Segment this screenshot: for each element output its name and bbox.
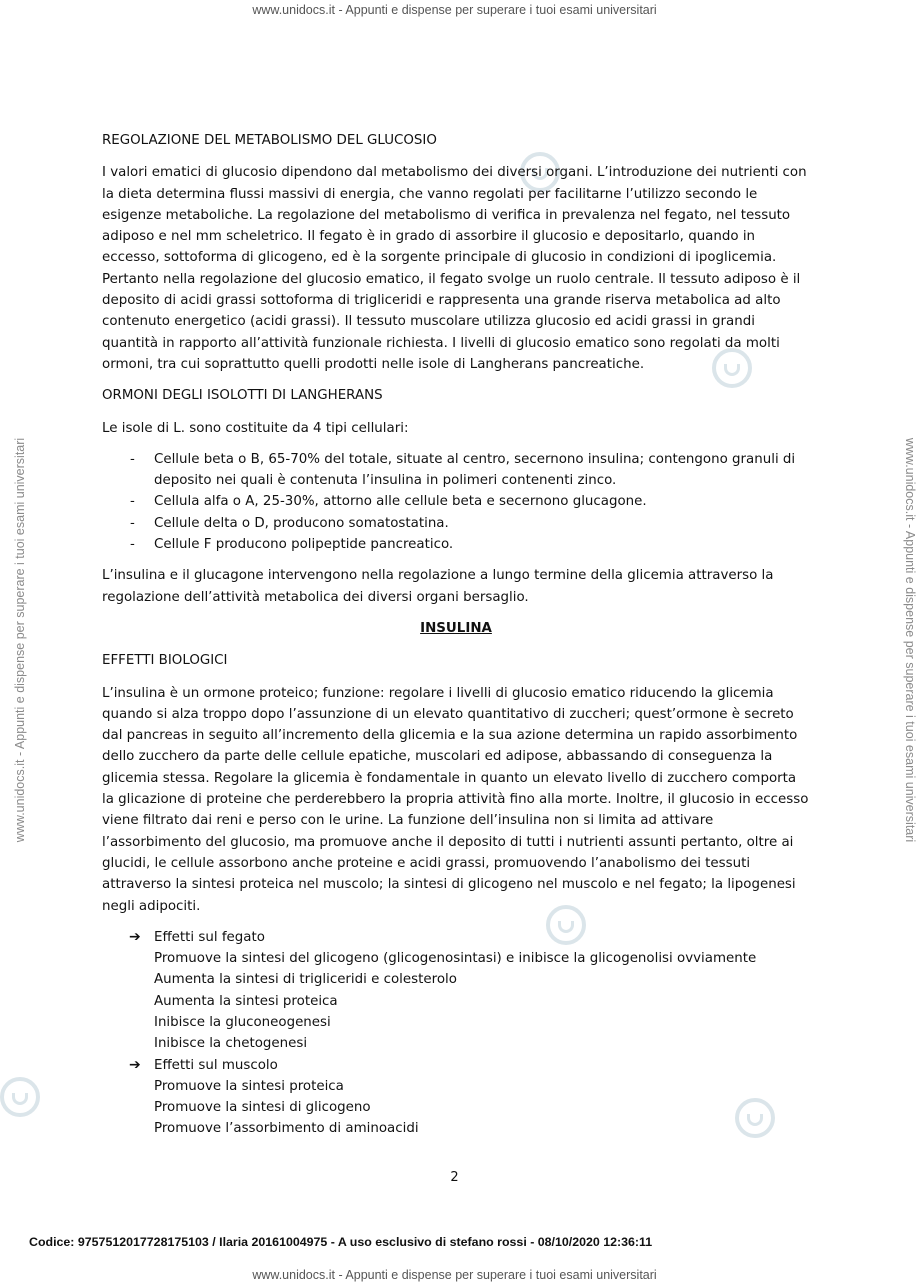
- list-item: Inibisce la gluconeogenesi: [154, 1014, 331, 1030]
- list-item: Promuove la sintesi proteica: [154, 1078, 344, 1094]
- page-number: 2: [450, 1170, 459, 1185]
- paragraph: L’insulina è un ormone proteico; funzione: regolare i livelli di glucosio ematico riducendo la glicemia quando si alza troppo dopo l’assunzione di un elevato quantitativo di zuccheri; quest’ormone è secreto dal pancreas in seguito all’incremento della glicemia e la sua azione determina un rapido assorbimento dello zucchero da parte delle cellule epatiche, muscolari ed adipose, abbassando di conseguenza la glicemia stessa. Regolare la glicemia è fondamentale in quanto un elevato livello di zucchero comporta la glicazione di proteine che perderebbero la propria attività fino alla morte. Inoltre, il glucosio in eccesso viene filtrato dai reni e perso con le urine. La funzione dell’insulina non si limita ad attivare l’assorbimento del glucosio, ma promuove anche il deposito di tutti i nutrienti assunti pertanto, oltre ai glucidi, le cellule assorbono anche proteine e acidi grassi, promuovendo l’anabolismo dei tessuti attraverso la sintesi proteica nel muscolo; la sintesi di glicogeno nel muscolo e nel fegato; la lipogenesi negli adipociti.: [102, 685, 809, 914]
- group-title: Effetti sul muscolo: [154, 1057, 278, 1073]
- right-side-watermark: www.unidocs.it - Appunti e dispense per superare i tuoi esami universitari: [903, 437, 917, 843]
- list-item: - Cellule delta o D, producono somatostatina.: [102, 513, 810, 534]
- list-item: Inibisce la chetogenesi: [154, 1036, 308, 1052]
- paragraph: L’insulina e il glucagone intervengono nella regolazione a lungo termine della glicemia attraverso la regolazione dell’attività metabolica dei diversi organi bersaglio.: [102, 568, 774, 605]
- list-item: - Cellule beta o B, 65-70% del totale, situate al centro, secernono insulina; contengono granuli di deposito nei quali è contenuta l’insulina in polimeri contenenti zinco.: [102, 449, 810, 492]
- header-watermark: www.unidocs.it - Appunti e dispense per superare i tuoi esami universitari: [252, 3, 657, 17]
- effects-group-fegato: [102, 927, 810, 1055]
- list-item: Promuove la sintesi di glicogeno: [154, 1100, 371, 1116]
- paragraph: Le isole di L. sono costituite da 4 tipi cellulari:: [102, 420, 409, 436]
- paragraph: I valori ematici di glucosio dipendono dal metabolismo dei diversi organi. L’introduzione dei nutrienti con la dieta determina flussi massivi di energia, che vanno regolati per facilitarne l’utilizzo secondo le esigenze metaboliche. La regolazione del metabolismo di verifica in prevalenza nel fegato, nel tessuto adiposo e nel mm scheletrico. Il fegato è in grado di assorbire il glucosio e depositarlo, quando in eccesso, sottoforma di glicogeno, ed è la sorgente principale di glucosio in condizioni di ipoglicemia. Pertanto nella regolazione del glucosio ematico, il fegato svolge un ruolo centrale. Il tessuto adiposo è il deposito di acidi grassi sottoforma di trigliceridi e rappresenta una grande riserva metabolica ad alto contenuto energetico (acidi grassi). Il tessuto muscolare utilizza glucosio ed acidi grassi in grandi quantità in rapporto all’attività funzionale richiesta. I livelli di glucosio ematico sono regolati da molti ormoni, tra cui soprattutto quelli prodotti nelle isole di Langherans pancreatiche.: [102, 165, 807, 372]
- effects-list: [102, 927, 810, 1140]
- cell-types-list: [102, 449, 810, 555]
- right-arrow-icon: ➔: [129, 1056, 141, 1073]
- list-item: Promuove l’assorbimento di aminoacidi: [154, 1121, 419, 1137]
- group-title: Effetti sul fegato: [154, 929, 265, 945]
- license-footer: Codice: 9757512017728175103 / Ilaria 20161004975 - A uso esclusivo di stefano rossi - 08/10/2020 12:36:11: [29, 1235, 653, 1249]
- section-heading: ORMONI DEGLI ISOLOTTI DI LANGHERANS: [102, 388, 383, 404]
- list-item: Promuove la sintesi del glicogeno (glicogenosintasi) e inibisce la glicogenolisi ovviamente: [154, 951, 757, 967]
- list-item: - Cellula alfa o A, 25-30%, attorno alle cellule beta e secernono glucagone.: [102, 491, 810, 512]
- left-side-watermark: www.unidocs.it - Appunti e dispense per superare i tuoi esami universitari: [13, 437, 27, 843]
- effects-group-muscolo: [102, 1055, 810, 1140]
- document-body: [102, 130, 810, 1140]
- list-item: Aumenta la sintesi proteica: [154, 993, 338, 1009]
- right-arrow-icon: ➔: [129, 928, 141, 945]
- section-heading: REGOLAZIONE DEL METABOLISMO DEL GLUCOSIO: [102, 133, 437, 148]
- insulina-title: INSULINA: [420, 620, 492, 636]
- list-item: - Cellule F producono polipeptide pancreatico.: [102, 534, 810, 555]
- watermark-logo-icon: [0, 1077, 40, 1117]
- list-item: Aumenta la sintesi di trigliceridi e colesterolo: [154, 972, 457, 988]
- footer-watermark: www.unidocs.it - Appunti e dispense per superare i tuoi esami universitari: [252, 1268, 657, 1282]
- section-heading: EFFETTI BIOLOGICI: [102, 653, 228, 669]
